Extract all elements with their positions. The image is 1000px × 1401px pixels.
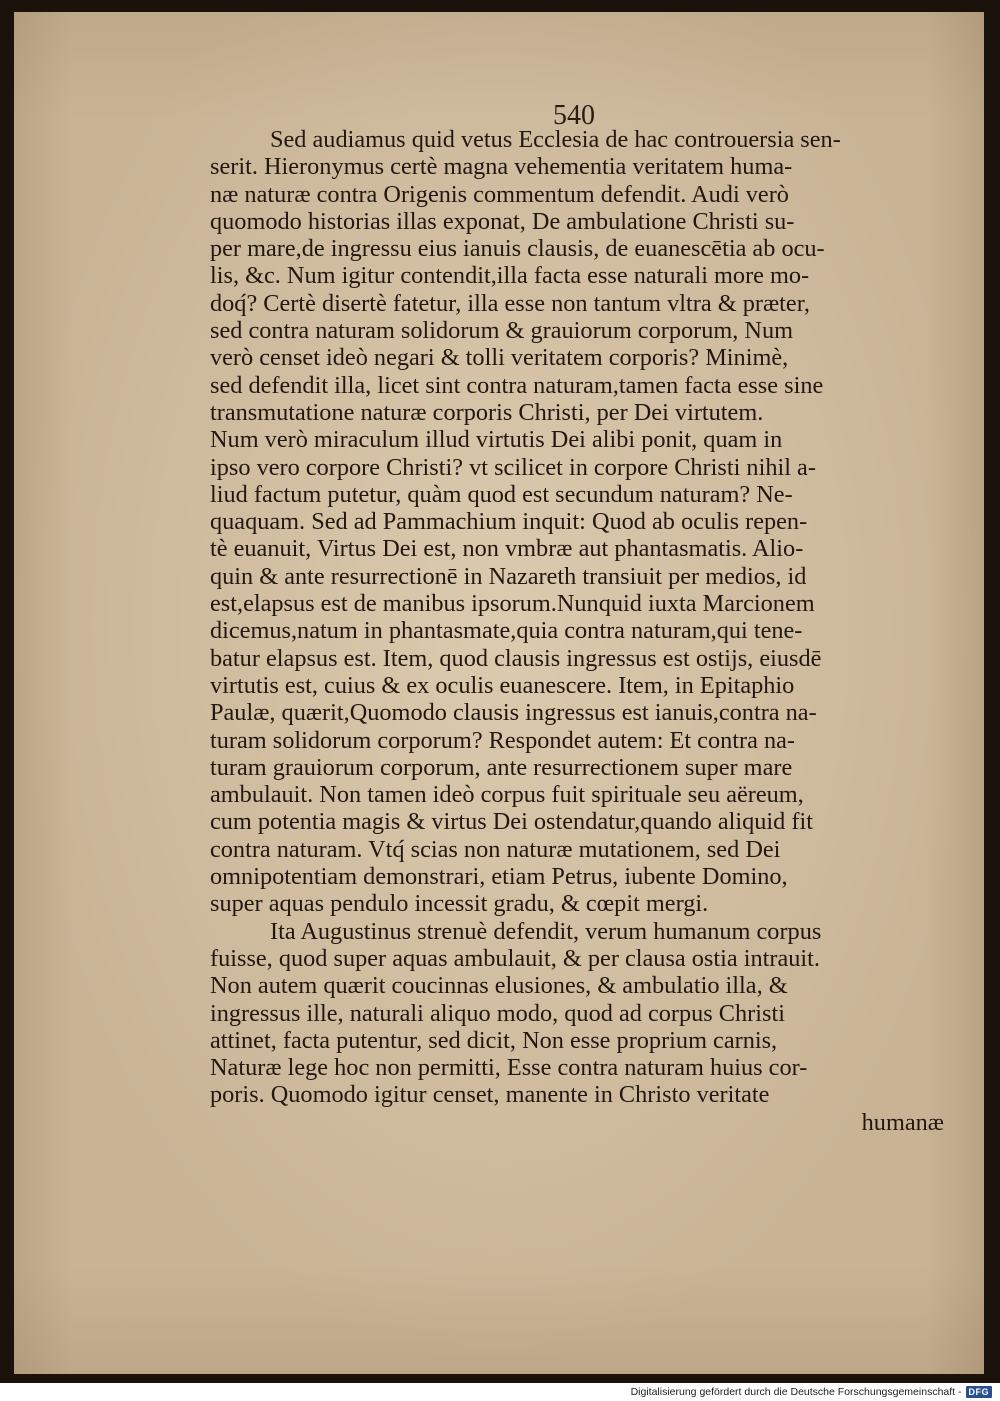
text-line: cum potentia magis & virtus Dei ostendatur,quando aliquid fit: [210, 808, 813, 836]
text-line: Naturæ lege hoc non permitti, Esse contra naturam huius cor-: [210, 1054, 808, 1082]
body-text: [210, 126, 944, 1136]
text-line: omnipotentiam demonstrari, etiam Petrus, iubente Domino,: [210, 863, 788, 891]
text-line: sed contra naturam solidorum & grauiorum corporum, Num: [210, 317, 793, 345]
text-line: quaquam. Sed ad Pammachium inquit: Quod ab oculis repen-: [210, 508, 808, 536]
text-line: attinet, facta putentur, sed dicit, Non esse proprium carnis,: [210, 1026, 778, 1054]
text-line: Non autem quærit coucinnas elusiones, & ambulatio illa, &: [210, 972, 788, 1000]
text-line: est,elapsus est de manibus ipsorum.Nunquid iuxta Marcionem: [210, 590, 815, 618]
text-line: Ita Augustinus strenuè defendit, verum humanum corpus: [270, 917, 822, 945]
text-line: turam grauiorum corporum, ante resurrectionem super mare: [210, 753, 793, 781]
text-line: Sed audiamus quid vetus Ecclesia de hac controuersia sen-: [270, 126, 841, 153]
text-line: liud factum putetur, quàm quod est secundum naturam? Ne-: [210, 480, 793, 508]
text-line: per mare,de ingressu eius ianuis clausis, de euanescētia ab ocu-: [210, 235, 825, 263]
text-line: dicemus,natum in phantasmate,quia contra naturam,qui tene-: [210, 617, 803, 645]
text-line: tè euanuit, Virtus Dei est, non vmbræ aut phantasmatis. Alio-: [210, 535, 804, 563]
text-line: serit. Hieronymus certè magna vehementia veritatem huma-: [210, 153, 793, 181]
page-number: 540: [553, 100, 595, 131]
text-line: næ naturæ contra Origenis commentum defendit. Audi verò: [210, 180, 789, 208]
text-line: Paulæ, quærit,Quomodo clausis ingressus est ianuis,contra na-: [210, 699, 817, 727]
credit-text: Digitalisierung gefördert durch die Deutsche Forschungsgemeinschaft -: [630, 1386, 962, 1398]
text-line: ingressus ille, naturali aliquo modo, quod ad corpus Christi: [210, 999, 785, 1027]
text-line: transmutatione naturæ corporis Christi, per Dei virtutem.: [210, 398, 764, 426]
catchword: humanæ: [861, 1108, 944, 1136]
text-line: super aquas pendulo incessit gradu, & cœpit mergi.: [210, 890, 709, 918]
text-line: virtutis est, cuius & ex oculis euanescere. Item, in Epitaphio: [210, 671, 795, 699]
text-line: poris. Quomodo igitur censet, manente in Christo veritate: [210, 1081, 770, 1109]
text-line: doq́? Certè disertè fatetur, illa esse non tantum vltra & præter,: [210, 289, 810, 317]
text-line: sed defendit illa, licet sint contra naturam,tamen facta esse sine: [210, 371, 824, 399]
text-line: lis, &c. Num igitur contendit,illa facta esse naturali more mo-: [210, 262, 810, 290]
text-line: ipso vero corpore Christi? vt scilicet in corpore Christi nihil a-: [210, 453, 816, 481]
book-page: [14, 12, 984, 1374]
text-line: quomodo historias illas exponat, De ambulatione Christi su-: [210, 207, 795, 235]
text-line: fuisse, quod super aquas ambulauit, & per clausa ostia intrauit.: [210, 944, 820, 972]
text-line: turam solidorum corporum? Respondet autem: Et contra na-: [210, 726, 795, 754]
text-line: verò censet ideò negari & tolli veritatem corporis? Minimè,: [210, 344, 789, 372]
text-line: quin & ante resurrectionē in Nazareth transiuit per medios, id: [210, 562, 807, 590]
text-line: contra naturam. Vtq́ scias non naturæ mutationem, sed Dei: [210, 835, 781, 863]
text-line: Num verò miraculum illud virtutis Dei alibi ponit, quam in: [210, 426, 783, 454]
text-line: ambulauit. Non tamen ideò corpus fuit spirituale seu aëreum,: [210, 781, 804, 809]
dfg-logo: DFG: [966, 1386, 993, 1398]
text-line: batur elapsus est. Item, quod clausis ingressus est ostijs, eiusdē: [210, 644, 822, 672]
digitization-credit: [631, 1384, 992, 1400]
